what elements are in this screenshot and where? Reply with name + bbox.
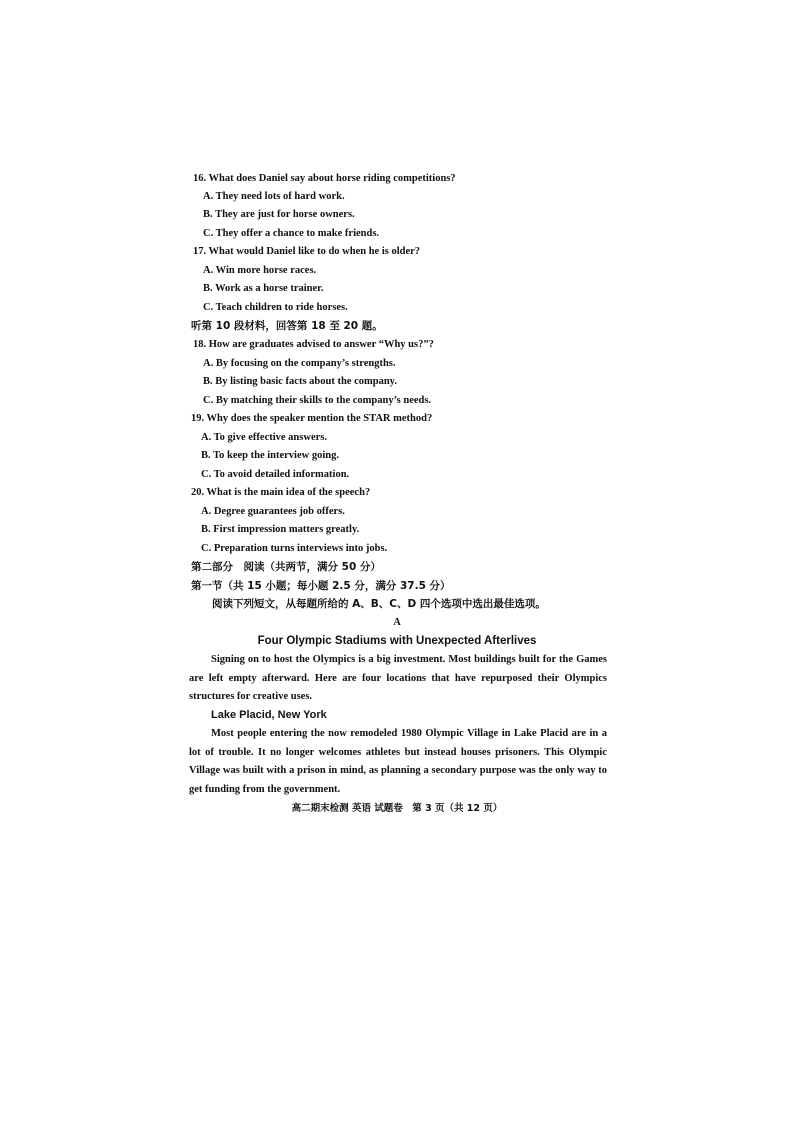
question-18-option-b: B. By listing basic facts about the company. — [203, 376, 397, 387]
listening-instruction-10: 听第 10 段材料，回答第 18 至 20 题。 — [191, 320, 383, 332]
question-20-stem: 20. What is the main idea of the speech? — [191, 487, 371, 498]
passage-paragraph-2: Most people entering the now remodeled 1980 Olympic Village in Lake Placid are in a lot of trouble. It no longer welcomes athletes but instead houses prisoners. This Olympic Village was built with a prison in mind, as planning a secondary purpose was the only way to get funding from the government. — [189, 728, 607, 795]
question-19-option-a: A. To give effective answers. — [201, 432, 327, 443]
part-two-title: 第二部分 阅读（共两节，满分 50 分） — [191, 561, 381, 573]
passage-title: Four Olympic Stadiums with Unexpected Afterlives — [257, 635, 537, 647]
question-20-option-a: A. Degree guarantees job offers. — [201, 506, 345, 517]
question-19-stem: 19. Why does the speaker mention the STAR method? — [191, 413, 433, 424]
section-one-title: 第一节（共 15 小题；每小题 2.5 分，满分 37.5 分） — [191, 580, 451, 592]
question-20-option-c: C. Preparation turns interviews into jobs. — [201, 543, 388, 554]
question-17-option-a: A. Win more horse races. — [203, 265, 317, 276]
question-18-stem: 18. How are graduates advised to answer “Why us?”? — [193, 339, 434, 350]
question-19-option-b: B. To keep the interview going. — [201, 450, 339, 461]
passage-letter: A — [393, 617, 401, 628]
question-18-option-a: A. By focusing on the company’s strengths. — [203, 358, 396, 369]
passage-subheading-lake-placid: Lake Placid, New York — [211, 709, 327, 721]
question-17-option-c: C. Teach children to ride horses. — [203, 302, 348, 313]
question-18-option-c: C. By matching their skills to the company’s needs. — [203, 395, 432, 406]
reading-instruction: 阅读下列短文，从每题所给的 A、B、C、D 四个选项中选出最佳选项。 — [212, 598, 546, 610]
page-footer: 高二期末检测 英语 试题卷 第 3 页（共 12 页） — [291, 803, 503, 814]
passage-paragraph-1: Signing on to host the Olympics is a big investment. Most buildings built for the Games are left empty afterward. Here are four locations that have repurposed their Olympics structures for creative uses. — [189, 654, 607, 702]
question-19-option-c: C. To avoid detailed information. — [201, 469, 350, 480]
question-20-option-b: B. First impression matters greatly. — [201, 524, 360, 535]
question-16-option-b: B. They are just for horse owners. — [203, 209, 355, 220]
question-16-option-a: A. They need lots of hard work. — [203, 191, 345, 202]
question-17-option-b: B. Work as a horse trainer. — [203, 283, 324, 294]
question-16-stem: 16. What does Daniel say about horse riding competitions? — [193, 173, 456, 184]
question-17-stem: 17. What would Daniel like to do when he is older? — [193, 246, 421, 257]
question-16-option-c: C. They offer a chance to make friends. — [203, 228, 380, 239]
